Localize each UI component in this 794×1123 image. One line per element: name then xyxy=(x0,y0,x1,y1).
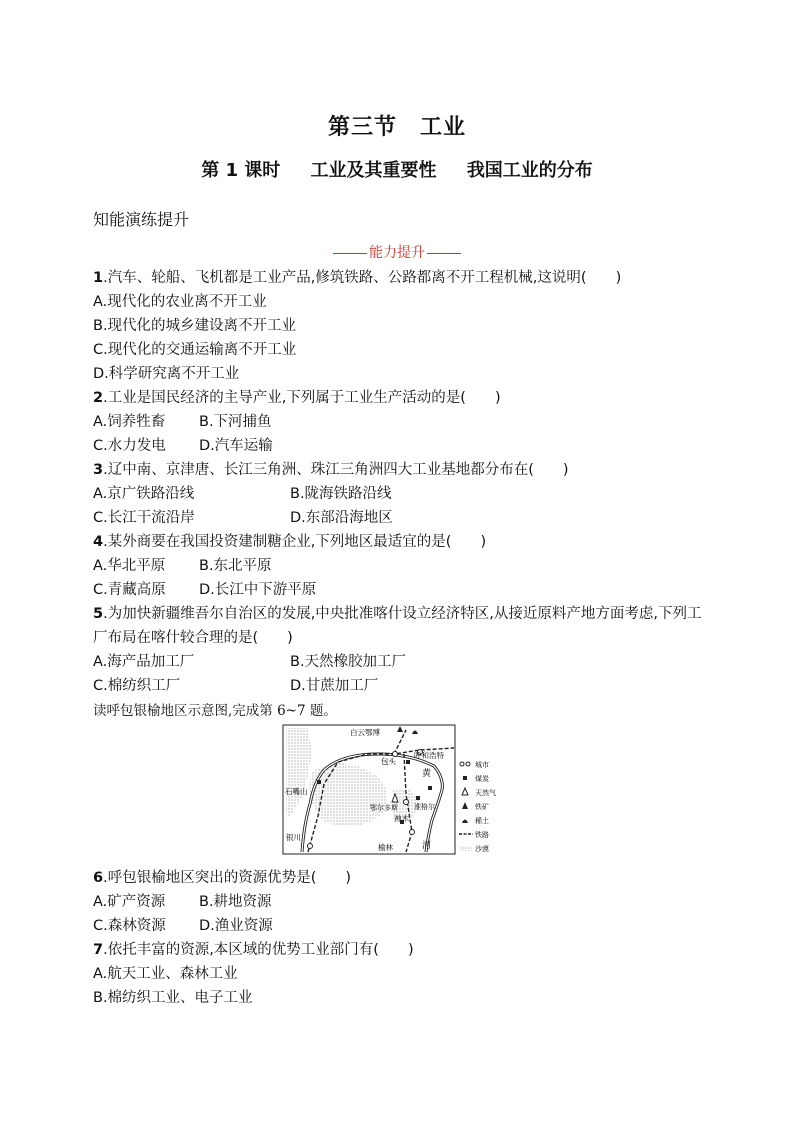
question-stem xyxy=(93,458,703,482)
question-stem xyxy=(93,866,703,890)
option-a: A.饲养牲畜 xyxy=(93,414,166,430)
label-shizuishan: 石嘴山 xyxy=(285,787,308,796)
label-shenmu: 神木 xyxy=(394,814,409,823)
legend-city: 城市 xyxy=(475,761,489,769)
options-row xyxy=(93,914,703,938)
option-d: D.渔业资源 xyxy=(199,918,273,934)
question-text: .工业是国民经济的主导产业,下列属于工业生产活动的是( ) xyxy=(103,390,501,406)
question-number: 7 xyxy=(93,942,104,958)
label-yulin: 榆林 xyxy=(378,843,393,852)
question-2 xyxy=(93,386,703,458)
options-row xyxy=(93,506,703,530)
legend-desert: 沙漠 xyxy=(475,845,489,853)
option-b: B.下河捕鱼 xyxy=(199,414,272,430)
option-c: C.水力发电 xyxy=(93,438,166,454)
question-stem xyxy=(93,938,703,962)
legend-coal: 煤炭 xyxy=(475,775,489,783)
label-river-huang: 黄 xyxy=(422,769,432,779)
option-a: A.华北平原 xyxy=(93,558,166,574)
options-row xyxy=(93,482,703,506)
question-text: .汽车、轮船、飞机都是工业产品,修筑铁路、公路都离不开工程机械,这说明( ) xyxy=(103,270,622,286)
option-d: D.科学研究离不开工业 xyxy=(93,366,240,382)
label-baotou: 包头 xyxy=(381,757,396,766)
option-c: C.森林资源 xyxy=(93,918,166,934)
lesson-number: 第 1 课时 xyxy=(201,160,281,181)
option-c: C.青藏高原 xyxy=(93,582,166,598)
question-text: .辽中南、京津唐、长江三角洲、珠江三角洲四大工业基地都分布在( ) xyxy=(103,462,569,478)
question-5 xyxy=(93,602,703,698)
option-b: B.天然橡胶加工厂 xyxy=(290,654,407,670)
rule-left xyxy=(333,253,367,254)
region-map xyxy=(282,724,507,855)
city-marker xyxy=(393,752,398,757)
question-number: 6 xyxy=(93,870,104,886)
city-marker xyxy=(308,844,313,849)
question-list-upper xyxy=(93,266,703,698)
legend-railway: 铁路 xyxy=(475,831,489,839)
question-number: 5 xyxy=(93,606,104,622)
lesson-topic-2: 我国工业的分布 xyxy=(466,160,593,181)
option-d: D.东部沿海地区 xyxy=(290,510,393,526)
question-3 xyxy=(93,458,703,530)
option-b: B.耕地资源 xyxy=(199,894,272,910)
legend-rare-earth: 稀土 xyxy=(475,817,489,825)
question-7 xyxy=(93,938,703,1010)
question-list-lower xyxy=(93,866,703,1010)
label-zhungeer: 准格尔 xyxy=(414,803,435,811)
option-c: C.长江干流沿岸 xyxy=(93,510,195,526)
label-yinchuan: 银川 xyxy=(286,833,301,842)
section-heading: 知能演练提升 xyxy=(93,210,190,229)
option-d: D.汽车运输 xyxy=(199,438,273,454)
options-row xyxy=(93,434,703,458)
question-text: .呼包银榆地区突出的资源优势是( ) xyxy=(103,870,352,886)
question-stem xyxy=(93,386,703,410)
label-baiyunebo: 白云鄂博 xyxy=(350,728,380,737)
option-b: B.陇海铁路沿线 xyxy=(290,486,392,502)
question-text: .依托丰富的资源,本区域的优势工业部门有( ) xyxy=(103,942,414,958)
option-c: C.棉纺织工厂 xyxy=(93,678,181,694)
legend-gas: 天然气 xyxy=(475,789,496,797)
options-row xyxy=(93,578,703,602)
question-number: 4 xyxy=(93,534,104,550)
label-river-he: 河 xyxy=(422,841,432,851)
rule-right xyxy=(427,253,461,254)
option-d: D.甘蔗加工厂 xyxy=(290,678,379,694)
lesson-topic-1: 工业及其重要性 xyxy=(310,160,437,181)
label-eerduosi: 鄂尔多斯 xyxy=(370,804,398,812)
option-a: A.航天工业、森林工业 xyxy=(93,966,238,982)
subsection-label: 能力提升 xyxy=(369,245,425,261)
option-c: C.现代化的交通运输离不开工业 xyxy=(93,342,297,358)
coal-symbol xyxy=(428,786,432,790)
city-marker xyxy=(410,830,415,835)
option-a: A.现代化的农业离不开工业 xyxy=(93,294,267,310)
coal-symbol xyxy=(317,780,321,784)
question-6 xyxy=(93,866,703,938)
question-number: 1 xyxy=(93,270,104,286)
question-text: .为加快新疆维吾尔自治区的发展,中央批准喀什设立经济特区,从接近原料产地方面考虑,下列工厂布局在喀什较合理的是( ) xyxy=(93,606,702,646)
map-legend xyxy=(459,760,496,853)
question-1 xyxy=(93,266,703,386)
options-row xyxy=(93,554,703,578)
options-row xyxy=(93,890,703,914)
options-row xyxy=(93,410,703,434)
map-instruction: 读呼包银榆地区示意图,完成第 6~7 题。 xyxy=(93,703,337,719)
option-b: B.现代化的城乡建设离不开工业 xyxy=(93,318,297,334)
question-text: .某外商要在我国投资建制糖企业,下列地区最适宜的是( ) xyxy=(103,534,487,550)
option-b: B.棉纺织工业、电子工业 xyxy=(93,990,253,1006)
city-marker xyxy=(404,800,409,805)
lesson-subtitle xyxy=(0,156,794,182)
question-stem xyxy=(93,602,703,650)
question-number: 2 xyxy=(93,390,104,406)
label-huhehaote: 呼和浩特 xyxy=(414,751,444,760)
question-stem xyxy=(93,266,703,290)
subsection-heading xyxy=(0,242,794,262)
option-a: A.海产品加工厂 xyxy=(93,654,195,670)
option-a: A.矿产资源 xyxy=(93,894,166,910)
coal-symbol xyxy=(416,796,420,800)
question-4 xyxy=(93,530,703,602)
option-a: A.京广铁路沿线 xyxy=(93,486,195,502)
option-b: B.东北平原 xyxy=(199,558,272,574)
question-stem xyxy=(93,530,703,554)
option-d: D.长江中下游平原 xyxy=(199,582,317,598)
options-row xyxy=(93,674,703,698)
legend-iron: 铁矿 xyxy=(475,803,489,811)
coal-symbol xyxy=(406,760,410,764)
question-number: 3 xyxy=(93,462,104,478)
page-title: 第三节 工业 xyxy=(327,115,466,140)
options-row xyxy=(93,650,703,674)
